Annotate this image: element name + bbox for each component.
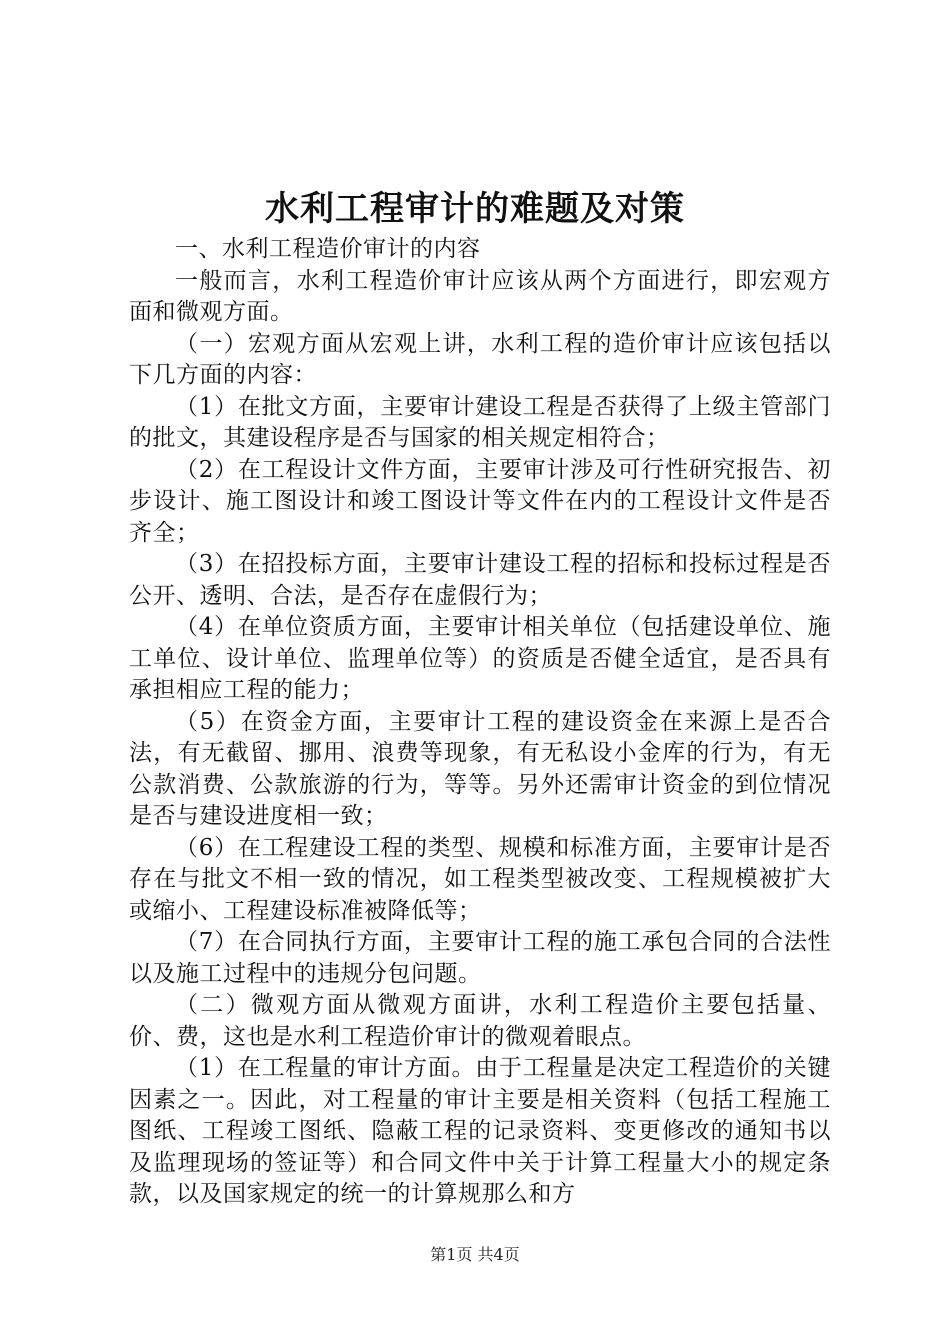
page-number-footer: 第1页 共4页: [430, 1245, 520, 1264]
list-item: （4）在单位资质方面，主要审计相关单位（包括建设单位、施工单位、设计单位、监理单位等）的资质是否健全适宜，是否具有承担相应工程的能力；: [129, 614, 831, 703]
paragraph: （二）微观方面从微观方面讲，水利工程造价主要包括量、价、费，这也是水利工程造价审计的微观着眼点。: [129, 992, 831, 1050]
list-item: （7）在合同执行方面，主要审计工程的施工承包合同的合法性以及施工过程中的违规分包问题。: [129, 929, 831, 987]
paragraph: 一般而言，水利工程造价审计应该从两个方面进行，即宏观方面和微观方面。: [129, 267, 831, 325]
list-item: （1）在工程量的审计方面。由于工程量是决定工程造价的关键因素之一。因此，对工程量的审计主要是相关资料（包括工程施工图纸、工程竣工图纸、隐蔽工程的记录资料、变更修改的通知书以及监理现场的签证等）和合同文件中关于计算工程量大小的规定条款，以及国家规定的统一的计算规那么和方: [129, 1055, 831, 1207]
section-heading: 一、水利工程造价审计的内容: [175, 236, 481, 262]
document-body: [129, 234, 831, 1211]
list-item: （3）在招投标方面，主要审计建设工程的招标和投标过程是否公开、透明、合法，是否存在虚假行为；: [129, 551, 831, 609]
document-title: 水利工程审计的难题及对策: [265, 189, 685, 229]
paragraph: （一）宏观方面从宏观上讲，水利工程的造价审计应该包括以下几方面的内容：: [129, 330, 831, 388]
list-item: （5）在资金方面，主要审计工程的建设资金在来源上是否合法，有无截留、挪用、浪费等现象，有无私设小金库的行为，有无公款消费、公款旅游的行为，等等。另外还需审计资金的到位情况是否与建设进度相一致；: [129, 708, 831, 829]
list-item: （6）在工程建设工程的类型、规模和标准方面，主要审计是否存在与批文不相一致的情况，如工程类型被改变、工程规模被扩大或缩小、工程建设标准被降低等；: [129, 834, 831, 924]
list-item: （1）在批文方面，主要审计建设工程是否获得了上级主管部门的批文，其建设程序是否与国家的相关规定相符合；: [129, 393, 831, 451]
list-item: （2）在工程设计文件方面，主要审计涉及可行性研究报告、初步设计、施工图设计和竣工图设计等文件在内的工程设计文件是否齐全；: [129, 456, 831, 546]
